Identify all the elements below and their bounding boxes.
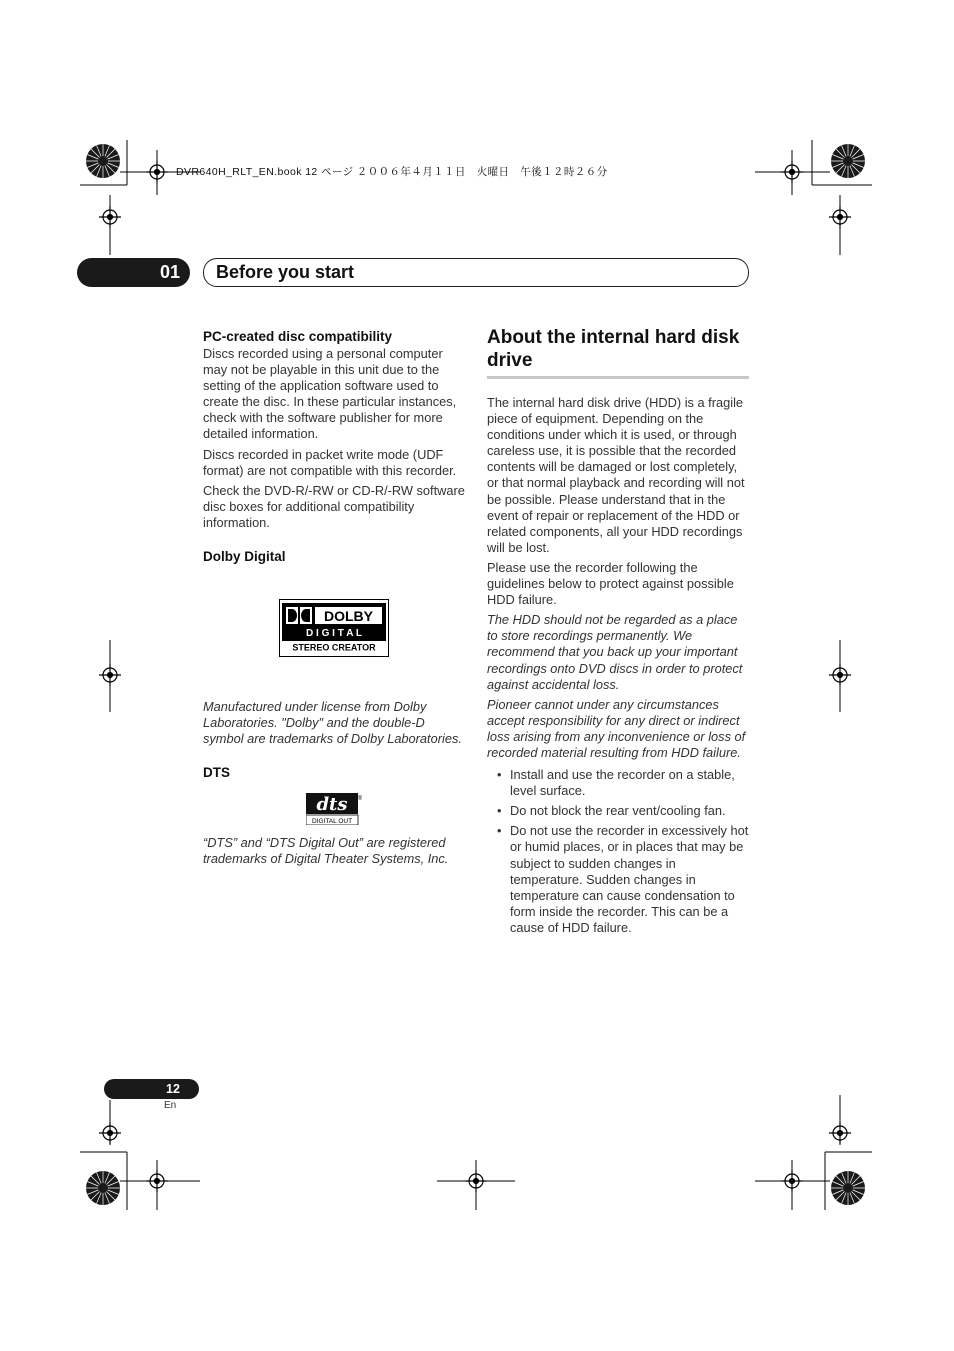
- registered-mark: ®: [357, 796, 362, 803]
- chapter-title: Before you start: [216, 262, 355, 282]
- heading-rule: [487, 376, 749, 379]
- pc-compat-paragraph-3: Check the DVD-R/-RW or CD-R/-RW software disc boxes for additional compatibility information.: [203, 482, 465, 530]
- page-number: 12: [166, 1082, 180, 1096]
- dts-trademark-note: “DTS” and “DTS Digital Out” are registered trademarks of Digital Theater Systems, Inc.: [203, 835, 449, 867]
- dts-logo: [306, 793, 362, 825]
- list-item-text: Do not block the rear vent/cooling fan.: [510, 803, 726, 819]
- dolby-word: DOLBY: [324, 608, 373, 625]
- hdd-guidelines-list: [487, 767, 749, 936]
- dolby-stereo-creator-label: STEREO CREATOR: [292, 642, 376, 653]
- dolby-digital-label: D I G I T A L: [306, 628, 362, 640]
- list-item-text: Do not use the recorder in excessively hot or humid places, or in places that may be subject to sudden changes in temperature. Sudden changes in temperature can cause condensation to form inside the recorder. This can be a cause of HDD failure.: [510, 823, 749, 935]
- bullet-icon: •: [497, 803, 502, 819]
- hdd-section-heading: About the internal hard disk drive: [487, 327, 740, 371]
- pc-compat-heading: PC-created disc compatibility: [203, 329, 393, 344]
- pc-compat-paragraph-2: Discs recorded in packet write mode (UDF format) are not compatible with this recorder.: [203, 446, 457, 478]
- list-item: [487, 823, 749, 936]
- hdd-paragraph-2: Please use the recorder following the guidelines below to protect against possible HDD failure.: [487, 559, 734, 608]
- list-item: [487, 803, 749, 819]
- chapter-number: 01: [159, 262, 181, 282]
- dolby-trademark-note: Manufactured under license from Dolby Laboratories. "Dolby" and the double-D symbol are trademarks of Dolby Laboratories.: [203, 699, 462, 747]
- page-language: En: [164, 1100, 177, 1111]
- dolby-digital-logo: [279, 599, 389, 657]
- list-item: [487, 767, 749, 799]
- list-item-text: Install and use the recorder on a stable, level surface.: [510, 767, 735, 799]
- print-header: DVR640H_RLT_EN.book 12 ページ ２００６年４月１１日 火曜日 午後１２時２６分: [176, 166, 608, 178]
- bullet-icon: •: [497, 823, 502, 839]
- dts-word: dts: [316, 794, 348, 816]
- pc-compat-paragraph-1: Discs recorded using a personal computer may not be playable in this unit due to the setting of the application software used to create the disc. In these particular instances, check with the software publisher for more detailed information.: [203, 346, 457, 442]
- hdd-note-2: Pioneer cannot under any circumstances accept responsibility for any direct or indirect loss arising from any inconvenience or loss of recorded material resulting from HDD failure.: [487, 696, 746, 760]
- dts-digital-out-label: DIGITAL OUT: [311, 818, 353, 826]
- left-column: [203, 329, 465, 872]
- hdd-note-1: The HDD should not be regarded as a place to store recordings permanently. We recommend that you back up your important recordings onto DVD discs in order to protect against accidental loss.: [487, 612, 743, 692]
- hdd-paragraph-1: The internal hard disk drive (HDD) is a fragile piece of equipment. Depending on the conditions under which it is used, or through careless use, it is possible that the recorded contents will be damaged or lost completely, or that normal playback and recording will not be possible. Please understand that in the event of repair or replacement of the HDD or related components, all your HDD recordings will be lost.: [487, 395, 745, 555]
- dts-heading: DTS: [203, 765, 230, 781]
- right-column: [487, 326, 749, 940]
- bullet-icon: •: [497, 767, 502, 783]
- dolby-heading: Dolby Digital: [203, 549, 286, 565]
